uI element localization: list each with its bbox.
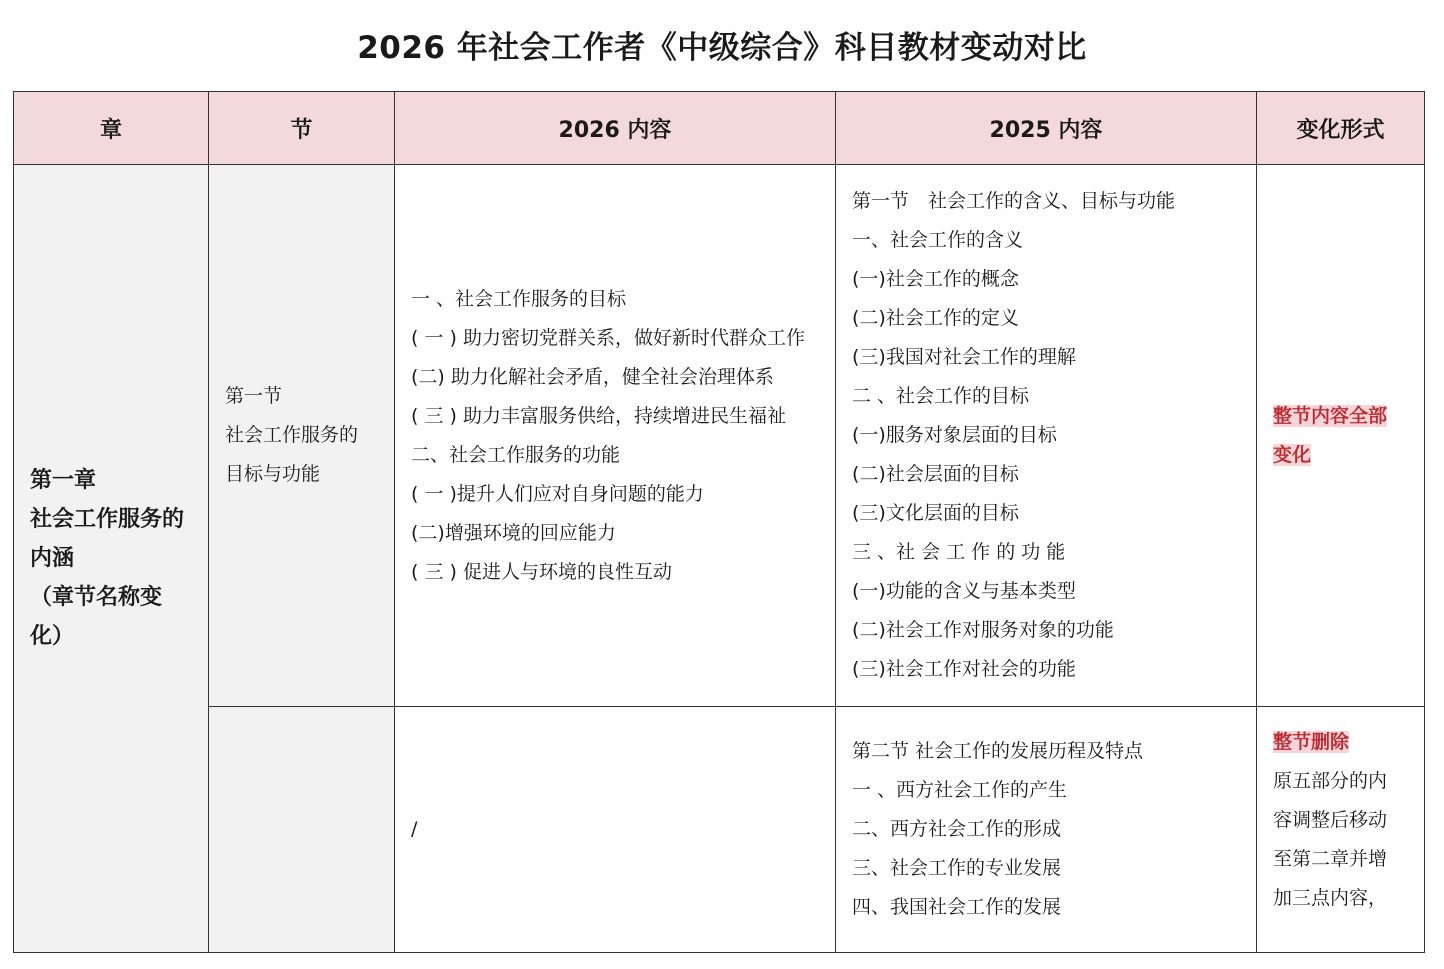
column-header-2026-content: 2026 内容 [395, 92, 836, 165]
section-line: 目标与功能 [225, 463, 321, 485]
content-2025-line: (二)社会层面的目标 [852, 463, 1019, 485]
content-2025-line: (三)我国对社会工作的理解 [852, 346, 1076, 368]
content-2025-line: 第二节 社会工作的发展历程及特点 [852, 740, 1144, 762]
content-2025-line: 第一节 社会工作的含义、目标与功能 [852, 190, 1176, 212]
section-cell [209, 707, 395, 953]
content-2026-line: ( 一 ) 助力密切党群关系，做好新时代群众工作 [411, 326, 805, 349]
content-2025-line: 三、社会工作的专业发展 [852, 857, 1062, 879]
page-title: 2026 年社会工作者《中级综合》科目教材变动对比 [357, 30, 1087, 66]
content-2025-line: 二 、社会工作的目标 [852, 385, 1030, 407]
chapter-note: （章节名称变化） [30, 585, 163, 649]
content-2026-line: ( 一 )提升人们应对自身问题的能力 [411, 482, 704, 505]
content-2026-cell [395, 707, 836, 953]
change-type-cell [1257, 165, 1425, 707]
column-header-section: 节 [209, 92, 395, 165]
change-note-line: 加三点内容， [1273, 887, 1388, 909]
content-2026-cell [395, 165, 836, 707]
change-type-cell [1257, 707, 1425, 953]
content-2025-line: 二、西方社会工作的形成 [852, 818, 1062, 840]
content-2025-cell [836, 165, 1257, 707]
comparison-table [13, 91, 1425, 953]
section-cell [209, 165, 395, 707]
content-2025-line: 一、社会工作的含义 [852, 229, 1024, 251]
column-header-2025-content: 2025 内容 [836, 92, 1257, 165]
content-2025-line: (一)社会工作的概念 [852, 268, 1019, 290]
content-2026-line: ( 三 ) 促进人与环境的良性互动 [411, 560, 672, 583]
content-2025-line: (三)文化层面的目标 [852, 502, 1019, 524]
chapter-cell [14, 165, 209, 953]
column-header-chapter: 章 [14, 92, 209, 165]
table-row [14, 707, 1425, 953]
change-tag: 整节删除 [1273, 731, 1350, 753]
change-note-line: 至第二章并增 [1273, 848, 1388, 870]
chapter-name: 社会工作服务的内涵 [30, 507, 185, 571]
content-2025-line: (一)服务对象层面的目标 [852, 424, 1057, 446]
chapter-number: 第一章 [30, 468, 97, 493]
content-2025-line: 三 、社 会 工 作 的 功 能 [852, 541, 1066, 563]
content-2025-line: (二)社会工作对服务对象的功能 [852, 619, 1114, 641]
content-2025-line: (三)社会工作对社会的功能 [852, 658, 1076, 680]
section-line: 第一节 [225, 385, 283, 407]
content-2026-line: ( 三 ) 助力丰富服务供给，持续增进民生福祉 [411, 404, 786, 427]
content-2025-line: 四、我国社会工作的发展 [852, 896, 1062, 918]
column-header-change-type: 变化形式 [1257, 92, 1425, 165]
content-2025-line: (二)社会工作的定义 [852, 307, 1019, 329]
content-2026-line: / [411, 818, 418, 840]
content-2025-cell [836, 707, 1257, 953]
content-2026-line: 一 、社会工作服务的目标 [411, 287, 627, 310]
content-2025-line: 一 、西方社会工作的产生 [852, 779, 1068, 801]
table-row [14, 165, 1425, 707]
content-2026-line: 二、社会工作服务的功能 [411, 443, 621, 466]
content-2026-line: (二)增强环境的回应能力 [411, 521, 616, 544]
change-note-line: 容调整后移动 [1273, 809, 1388, 831]
content-2026-line: (二) 助力化解社会矛盾，健全社会治理体系 [411, 365, 774, 388]
content-2025-line: (一)功能的含义与基本类型 [852, 580, 1076, 602]
change-tag: 变化 [1273, 443, 1312, 466]
section-line: 社会工作服务的 [225, 424, 359, 446]
table-header-row [14, 92, 1425, 165]
change-note-line: 原五部分的内 [1273, 770, 1388, 792]
change-tag: 整节内容全部 [1273, 404, 1388, 427]
